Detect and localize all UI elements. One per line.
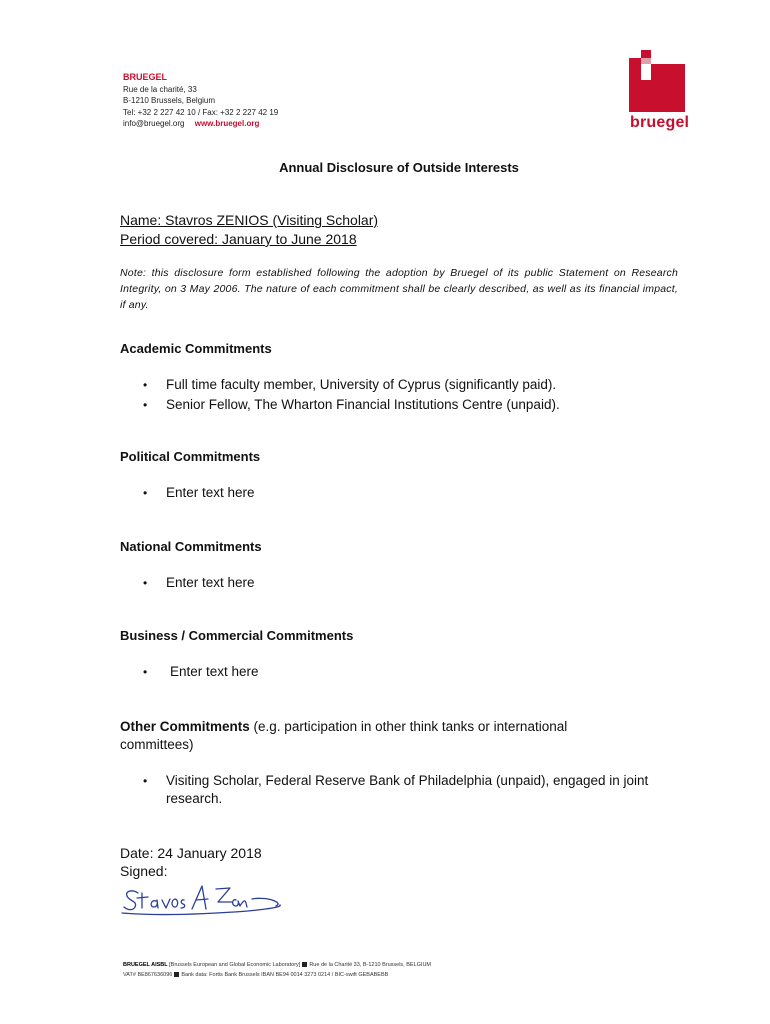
letterhead <box>123 72 278 130</box>
placeholder-text[interactable]: Enter text here <box>166 485 255 500</box>
footer <box>123 960 431 980</box>
academic-heading: Academic Commitments <box>120 341 272 356</box>
list-item-text: Senior Fellow, The Wharton Financial Institutions Centre (unpaid). <box>166 397 560 412</box>
other-heading-note: (e.g. participation in other think tanks or international committees) <box>120 719 568 752</box>
bruegel-logo-wordmark: bruegel <box>630 114 690 131</box>
separator-square-icon <box>174 972 179 977</box>
placeholder-text[interactable]: Enter text here <box>170 664 259 679</box>
date-line: Date: 24 January 2018 <box>120 845 262 861</box>
separator-square-icon <box>302 962 307 967</box>
other-heading: Other Commitments <box>120 719 250 734</box>
bullet-icon: • <box>143 486 148 500</box>
bullet-icon: • <box>143 576 148 590</box>
bullet-icon: • <box>143 378 148 392</box>
list-item-text: Visiting Scholar, Federal Reserve Bank of Philadelphia (unpaid), engaged in joint research. <box>166 773 649 806</box>
bullet-icon: • <box>143 774 148 788</box>
bruegel-logo <box>627 50 691 134</box>
period-line: Period covered: January to June 2018 <box>120 231 357 247</box>
letterhead-email[interactable]: info@bruegel.org <box>123 119 185 128</box>
other-heading-block <box>120 718 640 754</box>
placeholder-text[interactable]: Enter text here <box>166 575 255 590</box>
bruegel-logo-mark-icon <box>627 50 691 114</box>
political-item-1[interactable] <box>143 485 255 500</box>
handwritten-signature <box>118 880 288 920</box>
name-line: Name: Stavros ZENIOS (Visiting Scholar) <box>120 212 379 228</box>
bullet-icon: • <box>143 665 148 679</box>
other-item-1 <box>143 772 683 808</box>
disclosure-note: Note: this disclosure form established following the adoption by Bruegel of its public Statement on Research Integrity, on 3 May 2006. The nature of each commitment shall be clearly described, as well as its financial impact, if any. <box>120 267 678 311</box>
footer-org-desc: [Brussels European and Global Economic Laboratory] <box>169 962 301 968</box>
national-item-1[interactable] <box>143 575 255 590</box>
letterhead-website[interactable]: www.bruegel.org <box>194 119 260 128</box>
bullet-icon: • <box>143 398 148 412</box>
footer-org: BRUEGEL AISBL <box>123 962 168 968</box>
footer-line-2 <box>123 970 431 980</box>
political-heading: Political Commitments <box>120 449 261 464</box>
letterhead-address-1: Rue de la charité, 33 <box>123 84 197 94</box>
list-item-text: Full time faculty member, University of Cyprus (significantly paid). <box>166 377 557 392</box>
letterhead-address-2: B-1210 Brussels, Belgium <box>123 96 216 105</box>
signed-label: Signed: <box>120 863 168 879</box>
national-heading: National Commitments <box>120 539 262 554</box>
business-heading: Business / Commercial Commitments <box>120 628 354 643</box>
letterhead-contact <box>123 118 278 130</box>
business-item-1[interactable] <box>143 664 259 679</box>
footer-line-1 <box>123 960 431 970</box>
footer-bank: Bank data: Fortis Bank Brussels IBAN BE94 0014 3273 0214 / BIC-swift GEBABEBB <box>181 972 389 978</box>
page-title: Annual Disclosure of Outside Interests <box>279 160 519 175</box>
letterhead-phone: Tel: +32 2 227 42 10 / Fax: +32 2 227 42 19 <box>123 107 279 117</box>
academic-item-1 <box>143 377 556 392</box>
footer-vat: VAT# BE867636096 <box>123 972 173 978</box>
date-signature-block <box>120 844 262 880</box>
letterhead-org: BRUEGEL <box>123 72 168 82</box>
academic-item-2 <box>143 397 560 412</box>
footer-address: Rue de la Charité 33, B-1210 Brussels, BELGIUM <box>309 962 431 968</box>
